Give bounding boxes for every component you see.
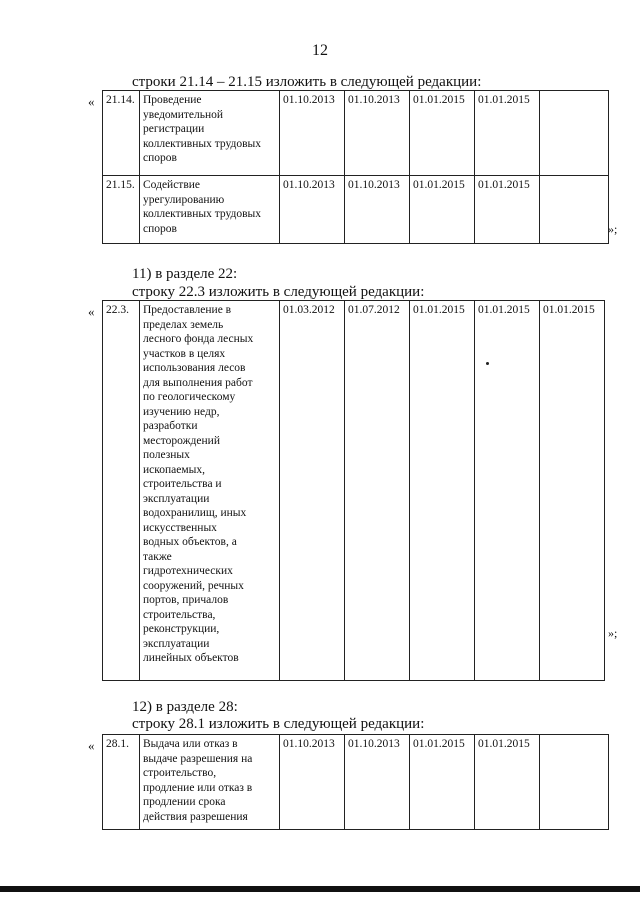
section1-table [102,90,609,244]
date-cell-1: 01.10.2013 [280,91,345,176]
date-cell-1: 01.03.2012 [280,301,345,681]
table-row [103,91,609,176]
date-cell-4: 01.01.2015 [475,735,540,830]
scan-edge-bar [0,886,640,892]
date-cell-5 [540,91,609,176]
date-cell-4: 01.01.2015 [475,176,540,244]
section2-table [102,300,605,681]
date-cell-2: 01.07.2012 [345,301,410,681]
row-number: 21.14. [103,91,140,176]
speck-mark [486,362,489,365]
section1-heading: строки 21.14 – 21.15 изложить в следующей редакции: [132,74,482,90]
date-cell-3: 01.01.2015 [410,91,475,176]
date-cell-5 [540,735,609,830]
row-description: Проведение уведомительной регистрации коллективных трудовых споров [140,91,280,176]
row-number: 21.15. [103,176,140,244]
table-row [103,735,609,830]
date-cell-3: 01.01.2015 [410,301,475,681]
row-description: Выдача или отказ в выдаче разрешения на строительство, продление или отказ в продлении срока действия разрешения [140,735,280,830]
date-cell-1: 01.10.2013 [280,176,345,244]
date-cell-4: 01.01.2015 [475,301,540,681]
section2-close-quote: »; [608,626,618,640]
row-number: 22.3. [103,301,140,681]
section3-open-quote: « [88,738,95,753]
page-number: 12 [312,42,328,59]
row-description: Содействие урегулированию коллективных трудовых споров [140,176,280,244]
section3-table [102,734,609,830]
date-cell-2: 01.10.2013 [345,176,410,244]
section2-item: 11) в разделе 22: [132,266,238,282]
date-cell-3: 01.01.2015 [410,176,475,244]
section2-open-quote: « [88,304,95,319]
section3-heading: строку 28.1 изложить в следующей редакции: [132,716,425,732]
section3-item: 12) в разделе 28: [132,699,238,715]
row-number: 28.1. [103,735,140,830]
date-cell-5: 01.01.2015 [540,301,605,681]
table-row [103,176,609,244]
date-cell-3: 01.01.2015 [410,735,475,830]
date-cell-2: 01.10.2013 [345,91,410,176]
date-cell-1: 01.10.2013 [280,735,345,830]
date-cell-2: 01.10.2013 [345,735,410,830]
row-description: Предоставление в пределах земель лесного фонда лесных участков в целях использования лесов для выполнения работ по геологическому изучению недр, разработки месторождений полезных ископаемых, строительства и эксплуатации водохранилищ, иных искусственных водных объектов, а также гидротехнических сооружений, речных портов, причалов строительства, реконструкции, эксплуатации линейных объектов [140,301,280,681]
date-cell-5 [540,176,609,244]
section2-heading: строку 22.3 изложить в следующей редакции: [132,284,425,300]
date-cell-4: 01.01.2015 [475,91,540,176]
table-row [103,301,605,681]
section1-close-quote: »; [608,222,618,236]
section1-open-quote: « [88,94,95,109]
